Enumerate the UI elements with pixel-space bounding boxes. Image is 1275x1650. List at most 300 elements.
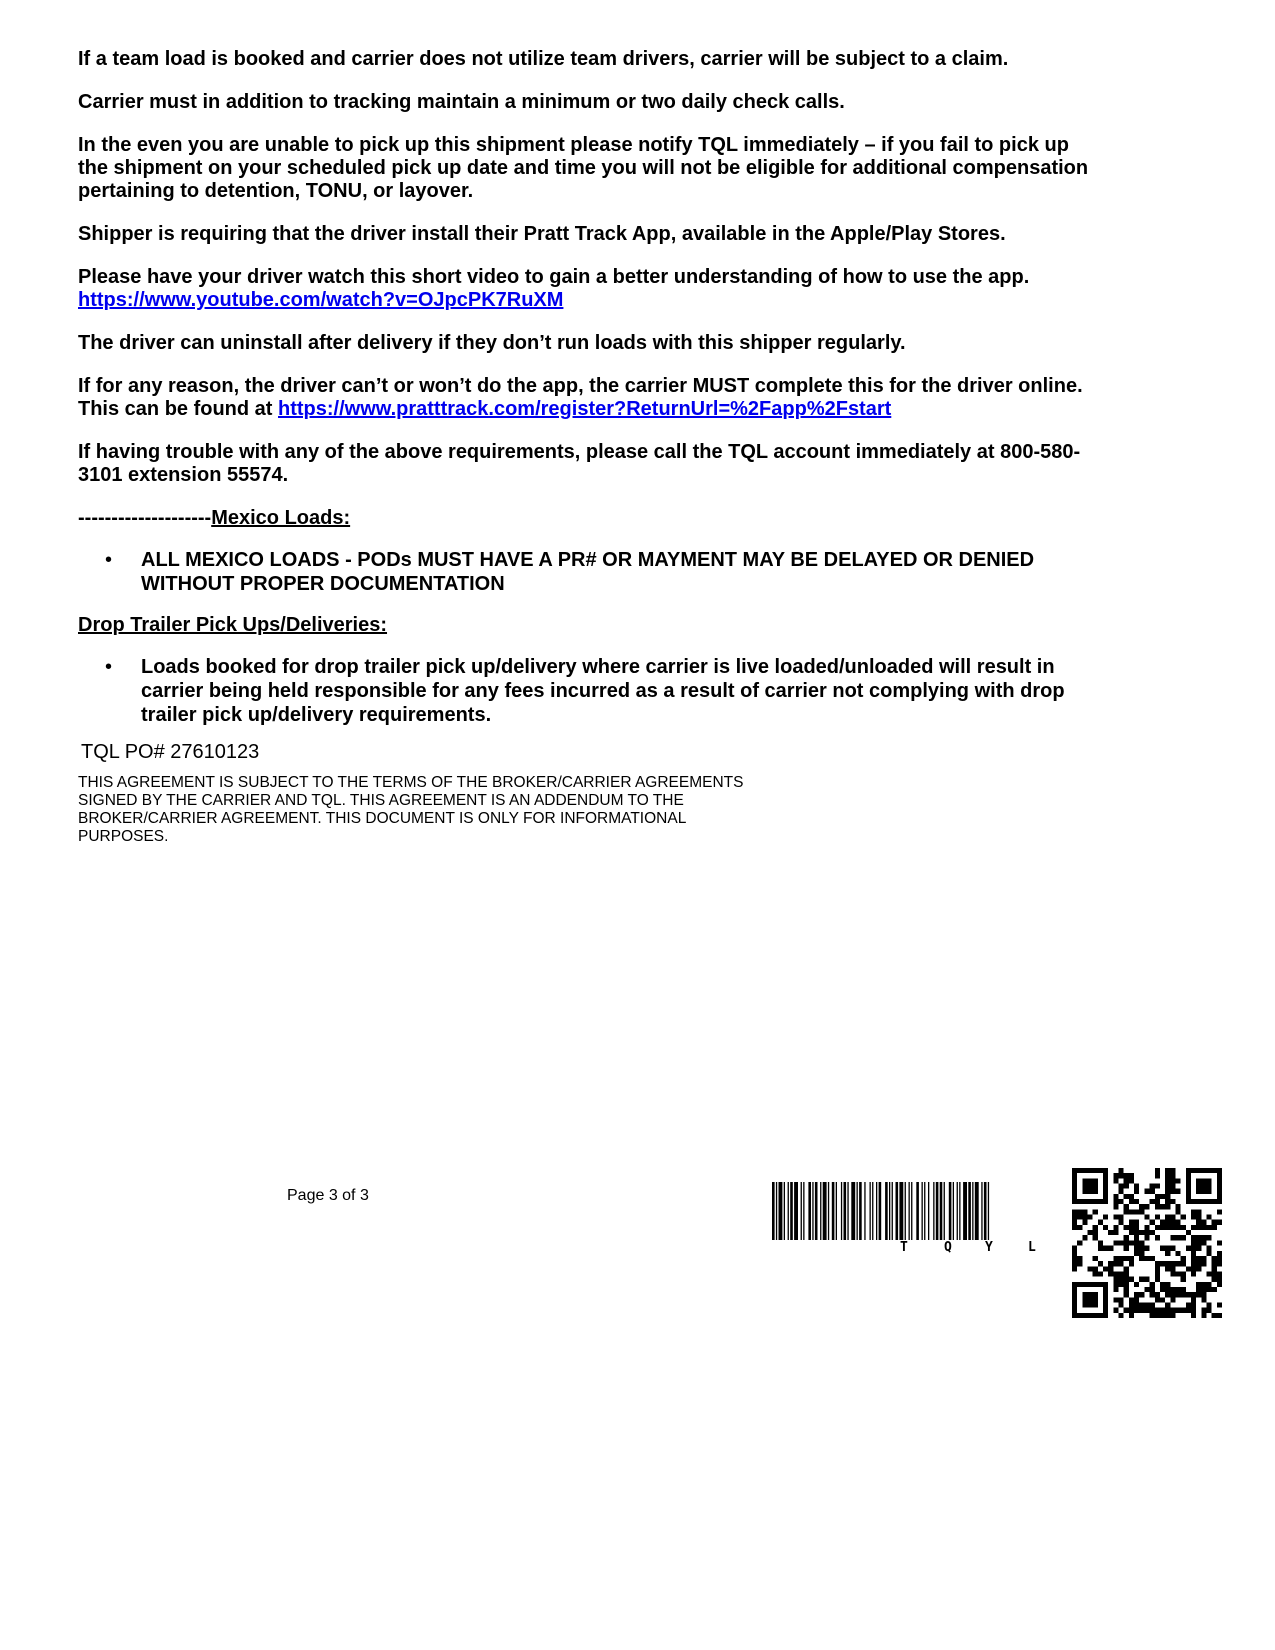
qr-module <box>1103 1308 1108 1313</box>
qr-module <box>1206 1251 1211 1256</box>
qr-module <box>1134 1199 1139 1204</box>
qr-module <box>1181 1287 1186 1292</box>
qr-module <box>1217 1189 1222 1194</box>
qr-module <box>1129 1256 1134 1261</box>
qr-module <box>1082 1178 1087 1183</box>
qr-module <box>1206 1235 1211 1240</box>
barcode-bar <box>972 1182 973 1240</box>
qr-module <box>1165 1287 1170 1292</box>
qr-module <box>1124 1277 1129 1282</box>
qr-module <box>1093 1266 1098 1271</box>
qr-module <box>1150 1230 1155 1235</box>
qr-module <box>1134 1292 1139 1297</box>
qr-module <box>1196 1220 1201 1225</box>
qr-module <box>1160 1313 1165 1318</box>
qr-module <box>1072 1313 1077 1318</box>
qr-module <box>1186 1230 1191 1235</box>
qr-module <box>1201 1235 1206 1240</box>
barcode-bar <box>779 1182 783 1240</box>
qr-module <box>1134 1225 1139 1230</box>
qr-module <box>1093 1313 1098 1318</box>
qr-module <box>1217 1168 1222 1173</box>
document-body <box>78 48 1098 846</box>
qr-module <box>1191 1251 1196 1256</box>
qr-module <box>1129 1297 1134 1302</box>
qr-module <box>1160 1204 1165 1209</box>
qr-module <box>1196 1282 1201 1287</box>
qr-module <box>1072 1178 1077 1183</box>
barcode-bar <box>968 1182 971 1240</box>
qr-module <box>1196 1215 1201 1220</box>
qr-module <box>1082 1220 1087 1225</box>
qr-module <box>1212 1225 1217 1230</box>
qr-module <box>1206 1287 1211 1292</box>
qr-module <box>1150 1199 1155 1204</box>
qr-module <box>1191 1209 1196 1214</box>
qr-module <box>1072 1251 1077 1256</box>
qr-module <box>1191 1225 1196 1230</box>
barcode-bar <box>832 1182 835 1240</box>
mexico-loads-item <box>78 548 1098 596</box>
barcode-bar <box>922 1182 923 1240</box>
qr-module <box>1124 1271 1129 1276</box>
qr-module <box>1191 1235 1196 1240</box>
qr-module <box>1186 1173 1191 1178</box>
qr-module <box>1186 1168 1191 1173</box>
qr-module <box>1217 1277 1222 1282</box>
uninstall-paragraph: The driver can uninstall after delivery if they don’t run loads with this shipper regularly. <box>78 332 906 354</box>
video-paragraph <box>78 266 1098 312</box>
barcode-bar <box>859 1182 862 1240</box>
qr-module <box>1093 1302 1098 1307</box>
qr-module <box>1155 1266 1160 1271</box>
qr-module <box>1165 1292 1170 1297</box>
qr-module <box>1072 1184 1077 1189</box>
qr-module <box>1191 1215 1196 1220</box>
qr-module <box>1170 1184 1175 1189</box>
barcode-bar <box>905 1182 906 1240</box>
qr-module <box>1144 1230 1149 1235</box>
qr-module <box>1165 1246 1170 1251</box>
qr-module <box>1098 1246 1103 1251</box>
qr-module <box>1175 1178 1180 1183</box>
qr-module <box>1144 1204 1149 1209</box>
qr-module <box>1186 1194 1191 1199</box>
qr-module <box>1196 1209 1201 1214</box>
qr-module <box>1103 1199 1108 1204</box>
qr-module <box>1077 1215 1082 1220</box>
qr-module <box>1165 1189 1170 1194</box>
qr-module <box>1201 1297 1206 1302</box>
qr-module <box>1093 1168 1098 1173</box>
qr-module <box>1165 1251 1170 1256</box>
barcode-bar <box>812 1182 813 1240</box>
qr-module <box>1191 1271 1196 1276</box>
qr-module <box>1093 1199 1098 1204</box>
qr-module <box>1201 1225 1206 1230</box>
qr-module <box>1212 1199 1217 1204</box>
qr-module <box>1119 1256 1124 1261</box>
qr-module <box>1206 1184 1211 1189</box>
barcode-bar <box>870 1182 871 1240</box>
qr-module <box>1072 1194 1077 1199</box>
qr-module <box>1206 1215 1211 1220</box>
qr-module <box>1072 1256 1077 1261</box>
qr-module <box>1165 1282 1170 1287</box>
qr-module <box>1186 1184 1191 1189</box>
qr-module <box>1175 1271 1180 1276</box>
qr-module <box>1134 1240 1139 1245</box>
qr-module <box>1072 1287 1077 1292</box>
barcode-bar <box>844 1182 847 1240</box>
qr-module <box>1217 1261 1222 1266</box>
qr-module <box>1150 1282 1155 1287</box>
barcode-bar <box>928 1182 929 1240</box>
qr-module <box>1196 1235 1201 1240</box>
qr-module <box>1144 1246 1149 1251</box>
barcode-bar <box>909 1182 910 1240</box>
qr-module <box>1134 1235 1139 1240</box>
qr-module <box>1170 1271 1175 1276</box>
register-paragraph-text: If for any reason, the driver can’t or won’t do the app, the carrier MUST complete this for the driver online. This can be found at <box>78 375 1083 420</box>
qr-module <box>1108 1266 1113 1271</box>
qr-module <box>1144 1215 1149 1220</box>
qr-module <box>1139 1302 1144 1307</box>
qr-module <box>1150 1308 1155 1313</box>
qr-module <box>1150 1287 1155 1292</box>
mexico-heading-prefix: -------------------- <box>78 507 212 529</box>
qr-module <box>1119 1173 1124 1178</box>
qr-module <box>1072 1292 1077 1297</box>
qr-module <box>1119 1277 1124 1282</box>
qr-module <box>1072 1282 1077 1287</box>
qr-module <box>1160 1282 1165 1287</box>
qr-module <box>1139 1209 1144 1214</box>
qr-module <box>1201 1308 1206 1313</box>
qr-module <box>1191 1199 1196 1204</box>
qr-module <box>1144 1256 1149 1261</box>
qr-module <box>1082 1235 1087 1240</box>
qr-module <box>1124 1240 1129 1245</box>
barcode-bar <box>772 1182 775 1240</box>
qr-module <box>1129 1302 1134 1307</box>
qr-module <box>1119 1297 1124 1302</box>
qr-module <box>1113 1277 1118 1282</box>
barcode-bar <box>936 1182 939 1240</box>
qr-module <box>1119 1220 1124 1225</box>
qr-module <box>1088 1297 1093 1302</box>
qr-module <box>1129 1199 1134 1204</box>
qr-module <box>1077 1282 1082 1287</box>
qr-module <box>1124 1184 1129 1189</box>
qr-module <box>1191 1246 1196 1251</box>
qr-module <box>1072 1199 1077 1204</box>
qr-module <box>1139 1246 1144 1251</box>
qr-module <box>1206 1271 1211 1276</box>
qr-module <box>1144 1189 1149 1194</box>
qr-module <box>1181 1261 1186 1266</box>
barcode-bar <box>776 1182 777 1240</box>
qr-module <box>1191 1168 1196 1173</box>
qr-module <box>1119 1168 1124 1173</box>
qr-module <box>1217 1199 1222 1204</box>
qr-module <box>1134 1251 1139 1256</box>
barcode-bar <box>794 1182 798 1240</box>
qr-module <box>1206 1178 1211 1183</box>
qr-module <box>1103 1184 1108 1189</box>
pickup-notice-paragraph: In the even you are unable to pick up this shipment please notify TQL immediately – if you fail to pick up the shipment on your scheduled pick up date and time you will not be eligible for additional compensation pertaining to detention, TONU, or layover. <box>78 134 1089 202</box>
qr-module <box>1196 1225 1201 1230</box>
qr-module <box>1201 1292 1206 1297</box>
qr-module <box>1072 1297 1077 1302</box>
qr-module <box>1139 1256 1144 1261</box>
barcode-bar <box>889 1182 890 1240</box>
qr-module <box>1165 1215 1170 1220</box>
qr-module <box>1098 1240 1103 1245</box>
qr-module <box>1129 1277 1134 1282</box>
qr-module <box>1082 1184 1087 1189</box>
qr-module <box>1113 1204 1118 1209</box>
qr-module <box>1129 1178 1134 1183</box>
qr-module <box>1170 1189 1175 1194</box>
qr-module <box>1103 1178 1108 1183</box>
qr-module <box>1165 1199 1170 1204</box>
qr-module <box>1186 1302 1191 1307</box>
page-number: Page 3 of 3 <box>287 1187 369 1204</box>
qr-module <box>1201 1240 1206 1245</box>
qr-module <box>1196 1287 1201 1292</box>
qr-module <box>1077 1240 1082 1245</box>
qr-module <box>1124 1235 1129 1240</box>
qr-module <box>1093 1189 1098 1194</box>
qr-module <box>1129 1194 1134 1199</box>
qr-module <box>1217 1251 1222 1256</box>
qr-module <box>1119 1184 1124 1189</box>
qr-module <box>1217 1282 1222 1287</box>
qr-module <box>1072 1189 1077 1194</box>
qr-module <box>1093 1235 1098 1240</box>
qr-module <box>1196 1261 1201 1266</box>
barcode-bar <box>944 1182 945 1240</box>
qr-module <box>1134 1209 1139 1214</box>
qr-module <box>1201 1199 1206 1204</box>
qr-module <box>1217 1194 1222 1199</box>
qr-module <box>1160 1287 1165 1292</box>
qr-module <box>1134 1189 1139 1194</box>
qr-module <box>1124 1194 1129 1199</box>
qr-module <box>1212 1271 1217 1276</box>
qr-module <box>1139 1251 1144 1256</box>
qr-module <box>1181 1215 1186 1220</box>
qr-module <box>1212 1287 1217 1292</box>
qr-module <box>1072 1302 1077 1307</box>
qr-module <box>1088 1302 1093 1307</box>
qr-module <box>1088 1178 1093 1183</box>
qr-module <box>1181 1225 1186 1230</box>
qr-module <box>1103 1302 1108 1307</box>
qr-module <box>1124 1292 1129 1297</box>
qr-module <box>1170 1235 1175 1240</box>
qr-module <box>1165 1220 1170 1225</box>
qr-module <box>1098 1168 1103 1173</box>
qr-module <box>1139 1240 1144 1245</box>
qr-module <box>1103 1297 1108 1302</box>
qr-module <box>1082 1313 1087 1318</box>
qr-module <box>1170 1246 1175 1251</box>
youtube-video-link[interactable]: https://www.youtube.com/watch?v=OJpcPK7RuXM <box>78 289 564 311</box>
qr-module <box>1170 1225 1175 1230</box>
qr-module <box>1165 1225 1170 1230</box>
qr-module <box>1170 1297 1175 1302</box>
drop-trailer-item <box>78 655 1098 727</box>
qr-module <box>1160 1194 1165 1199</box>
qr-module <box>1113 1282 1118 1287</box>
qr-module <box>1165 1313 1170 1318</box>
qr-module <box>1165 1184 1170 1189</box>
qr-module <box>1186 1199 1191 1204</box>
qr-module <box>1155 1168 1160 1173</box>
pratt-track-register-link[interactable]: https://www.pratttrack.com/register?ReturnUrl=%2Fapp%2Fstart <box>278 398 892 420</box>
team-load-paragraph: If a team load is booked and carrier does not utilize team drivers, carrier will be subject to a claim. <box>78 48 1009 70</box>
qr-module <box>1186 1189 1191 1194</box>
qr-module <box>1175 1204 1180 1209</box>
barcode-bar <box>953 1182 954 1240</box>
qr-module <box>1217 1184 1222 1189</box>
qr-module <box>1196 1292 1201 1297</box>
qr-module <box>1129 1209 1134 1214</box>
qr-module <box>1160 1308 1165 1313</box>
qr-module <box>1082 1168 1087 1173</box>
qr-module <box>1196 1184 1201 1189</box>
qr-module <box>1093 1271 1098 1276</box>
qr-module <box>1124 1178 1129 1183</box>
barcode-bar <box>963 1182 967 1240</box>
qr-module <box>1170 1261 1175 1266</box>
qr-module <box>1217 1302 1222 1307</box>
barcode-bar <box>790 1182 793 1240</box>
qr-module <box>1072 1215 1077 1220</box>
qr-module <box>1139 1308 1144 1313</box>
qr-module <box>1098 1282 1103 1287</box>
qr-module <box>1165 1302 1170 1307</box>
qr-module <box>1088 1282 1093 1287</box>
qr-module <box>1093 1225 1098 1230</box>
qr-module <box>1119 1302 1124 1307</box>
barcode-bar <box>984 1182 987 1240</box>
qr-module <box>1155 1271 1160 1276</box>
qr-module <box>1160 1246 1165 1251</box>
qr-module <box>1165 1194 1170 1199</box>
qr-module <box>1093 1184 1098 1189</box>
qr-module <box>1217 1220 1222 1225</box>
barcode-bar <box>815 1182 818 1240</box>
drop-trailer-heading <box>78 614 1098 637</box>
qr-module <box>1144 1277 1149 1282</box>
qr-module <box>1124 1246 1129 1251</box>
qr-module <box>1217 1178 1222 1183</box>
qr-module <box>1103 1194 1108 1199</box>
qr-module <box>1088 1215 1093 1220</box>
qr-module <box>1119 1271 1124 1276</box>
barcode-bar <box>957 1182 958 1240</box>
qr-module <box>1144 1235 1149 1240</box>
barcode-bar <box>981 1182 982 1240</box>
barcode-bar <box>940 1182 943 1240</box>
qr-module <box>1206 1282 1211 1287</box>
qr-module <box>1155 1297 1160 1302</box>
qr-module <box>1113 1271 1118 1276</box>
qr-module <box>1134 1297 1139 1302</box>
qr-module <box>1113 1287 1118 1292</box>
trouble-paragraph: If having trouble with any of the above requirements, please call the TQL account immediately at 800-580-3101 extension 55574. <box>78 441 1081 486</box>
qr-module <box>1191 1261 1196 1266</box>
qr-module <box>1196 1240 1201 1245</box>
qr-module <box>1206 1168 1211 1173</box>
qr-module <box>1082 1209 1087 1214</box>
qr-module <box>1119 1313 1124 1318</box>
qr-module <box>1201 1168 1206 1173</box>
po-number: TQL PO# 27610123 <box>81 741 260 763</box>
qr-module <box>1196 1178 1201 1183</box>
drop-trailer-item-text: Loads booked for drop trailer pick up/delivery where carrier is live loaded/unloaded will result in carrier being held responsible for any fees incurred as a result of carrier not complying with drop trailer pick up/delivery requirements. <box>141 656 1065 726</box>
qr-module <box>1165 1173 1170 1178</box>
barcode-bar <box>857 1182 858 1240</box>
qr-module <box>1072 1266 1077 1271</box>
qr-module <box>1181 1308 1186 1313</box>
qr-module <box>1082 1189 1087 1194</box>
barcode-bar <box>876 1182 877 1240</box>
qr-module <box>1129 1220 1134 1225</box>
qr-module <box>1155 1313 1160 1318</box>
barcode-bar <box>836 1182 837 1240</box>
qr-module <box>1124 1256 1129 1261</box>
qr-module <box>1181 1256 1186 1261</box>
barcode-bar <box>924 1182 925 1240</box>
barcode-bar <box>784 1182 785 1240</box>
qr-module <box>1082 1302 1087 1307</box>
qr-module <box>1160 1225 1165 1230</box>
qr-module <box>1129 1261 1134 1266</box>
check-calls-paragraph: Carrier must in addition to tracking maintain a minimum or two daily check calls. <box>78 91 845 113</box>
qr-module <box>1072 1225 1077 1230</box>
qr-module <box>1175 1220 1180 1225</box>
qr-module <box>1217 1271 1222 1276</box>
barcode-bar <box>828 1182 829 1240</box>
qr-module <box>1139 1277 1144 1282</box>
qr-module <box>1124 1308 1129 1313</box>
qr-module <box>1088 1168 1093 1173</box>
qr-module <box>1217 1240 1222 1245</box>
qr-module <box>1072 1261 1077 1266</box>
qr-module <box>1201 1313 1206 1318</box>
qr-module <box>1170 1215 1175 1220</box>
mexico-loads-item-text: ALL MEXICO LOADS - PODs MUST HAVE A PR# OR MAYMENT MAY BE DELAYED OR DENIED WITHOUT PROPER DOCUMENTATION <box>141 549 1035 595</box>
qr-module <box>1165 1204 1170 1209</box>
qr-module <box>1088 1292 1093 1297</box>
qr-module <box>1098 1199 1103 1204</box>
qr-module <box>1129 1240 1134 1245</box>
qr-module <box>1155 1292 1160 1297</box>
qr-module <box>1196 1189 1201 1194</box>
qr-module <box>1175 1287 1180 1292</box>
qr-module <box>1082 1282 1087 1287</box>
qr-module <box>1144 1302 1149 1307</box>
barcode-bar <box>823 1182 827 1240</box>
barcode-bar <box>872 1182 873 1240</box>
qr-module <box>1072 1308 1077 1313</box>
qr-module <box>1160 1297 1165 1302</box>
qr-module <box>1103 1292 1108 1297</box>
